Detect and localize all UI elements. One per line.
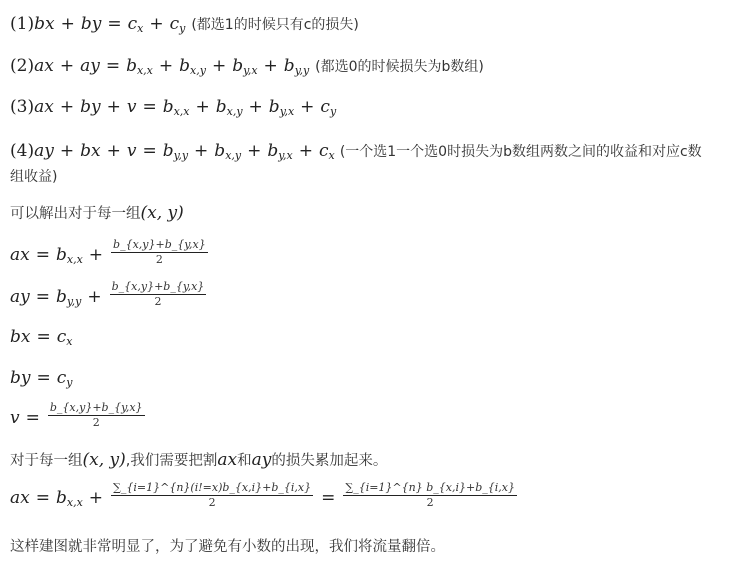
equation-4-note-a: (一个选1一个选0时损失为b数组两数之间的收益和对应c数 xyxy=(339,144,702,160)
result-ax: ax = $b_{x,x}$ + $\frac{b\_\{x,y\}+b\_\{y,x\}}{2}$ xyxy=(10,238,206,266)
fraction-v: $\frac{b\_\{x,y\}+b\_\{y,x\}}{2}$ xyxy=(49,401,143,429)
result-v: v = $\frac{b\_\{x,y\}+b\_\{y,x\}}{2}$ xyxy=(10,401,143,429)
result-bx: bx = $c_x$ xyxy=(10,327,73,348)
fraction-ay: $\frac{b\_\{x,y\}+b\_\{y,x\}}{2}$ xyxy=(111,280,205,308)
sum-formula: ax = $b_{x,x}$ + $\frac{\sum\_\{i=1\}\^{}\{n\}(i!=x)b\_\{x,i\}+b\_\{i,x\}}{2}$ = $\frac{\sum\_\{i=1\}\^{}\{n\} b\_\{x,i\}+b\_\{i,x\}}{2}$ xyxy=(10,481,515,509)
equation-4-note-b: 组收益) xyxy=(10,169,58,185)
equation-1: (1)bx + by = $c_x + c_y$ (都选1的时候只有c的损失) xyxy=(10,14,359,35)
result-by: by = $c_y$ xyxy=(10,368,73,389)
equation-2: (2)ax + ay = $b_{x,x} + b_{x,y} + b_{y,x} + b_{y,y}$ (都选0的时候损失为b数组) xyxy=(10,56,484,77)
accumulate-line: 对于每一组 (x, y) ,我们需要把割 ax 和 ay 的损失累加起来。 xyxy=(10,449,388,470)
solve-line xyxy=(10,202,184,223)
fraction-sum-2: $\frac{\sum\_\{i=1\}\^{}\{n\} b\_\{x,i\}+b\_\{i,x\}}{2}$ xyxy=(345,481,515,509)
equation-2-note: (都选0的时候损失为b数组) xyxy=(315,59,484,75)
fraction-ax: $\frac{b\_\{x,y\}+b\_\{y,x\}}{2}$ xyxy=(113,238,206,266)
fraction-sum-1: $\frac{\sum\_\{i=1\}\^{}\{n\}(i!=x)b\_\{x,i\}+b\_\{i,x\}}{2}$ xyxy=(113,481,312,509)
conclusion-line: 这样建图就非常明显了，为了避免有小数的出现，我们将流量翻倍。 xyxy=(10,539,445,555)
equation-1-note: (都选1的时候只有c的损失) xyxy=(191,17,359,33)
equation-3: (3)ax + by + $v = b_{x,x} + b_{x,y} + b_{y,x} + c_y$ xyxy=(10,97,337,118)
result-ay: ay = $b_{y,y}$ + $\frac{b\_\{x,y\}+b\_\{y,x\}}{2}$ xyxy=(10,280,205,308)
solve-text: 可以解出对于每一组 xyxy=(10,206,141,222)
solve-tuple: (x, y) xyxy=(140,202,184,223)
equation-4: (4)ay + bx + $v = b_{y,y} + b_{x,y} + b_{y,x} + c_x$ (一个选1一个选0时损失为b数组两数之间的收益和对应c数 组收益) xyxy=(10,141,702,185)
